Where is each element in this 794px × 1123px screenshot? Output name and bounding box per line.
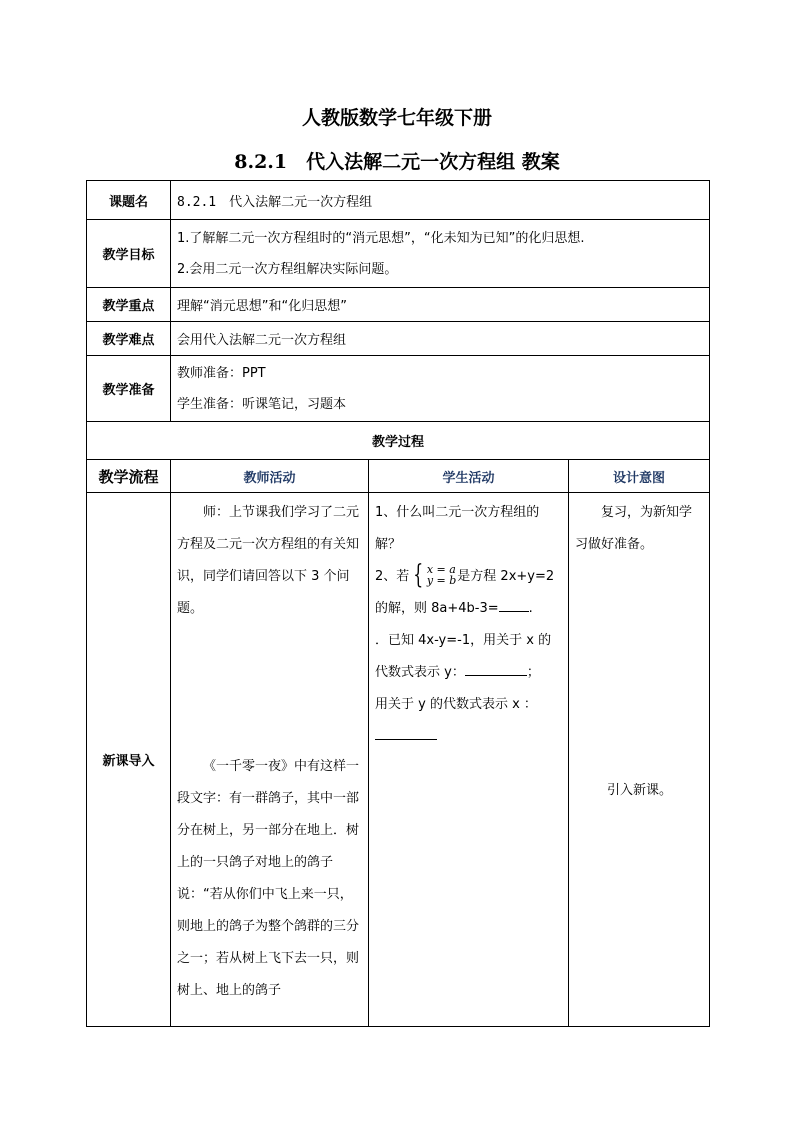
q2-end: . bbox=[528, 601, 533, 616]
document-subtitle: 8.2.1 代入法解二元一次方程组 教案 bbox=[234, 151, 560, 173]
prep-item-student: 学生准备：听课笔记，习题本 bbox=[177, 396, 347, 412]
student-question-3 bbox=[375, 625, 562, 753]
row-prep bbox=[87, 356, 710, 422]
process-title: 教学过程 bbox=[87, 422, 710, 460]
row-difficulty bbox=[87, 322, 710, 356]
goal-label: 教学目标 bbox=[87, 220, 171, 288]
document-title: 人教版数学七年级下册 bbox=[301, 107, 492, 129]
equation-system: { x = a y = b bbox=[413, 559, 457, 590]
key-value: 理解“消元思想”和“化归思想” bbox=[171, 288, 710, 322]
q3-answer-blank-y[interactable] bbox=[465, 675, 527, 676]
key-label: 教学重点 bbox=[87, 288, 171, 322]
topic-label: 课题名 bbox=[87, 181, 171, 220]
row-key bbox=[87, 288, 710, 322]
design-intent-cell bbox=[569, 493, 710, 1027]
row-goals bbox=[87, 220, 710, 288]
teacher-activity-cell bbox=[171, 493, 369, 1027]
row-topic bbox=[87, 181, 710, 220]
row-new-lesson bbox=[87, 493, 710, 1027]
q3-line-1: ．已知 4x-y=-1，用关于 x 的代数式表示 y： bbox=[375, 633, 552, 680]
topic-value: 8.2.1 代入法解二元一次方程组 bbox=[171, 181, 710, 220]
header-flow: 教学流程 bbox=[87, 460, 171, 493]
equation-bottom: y = b bbox=[426, 573, 457, 587]
difficulty-label: 教学难点 bbox=[87, 322, 171, 356]
student-activity-block bbox=[369, 493, 568, 753]
q3-separator: ； bbox=[526, 665, 540, 680]
row-process-title bbox=[87, 422, 710, 460]
goal-value bbox=[171, 220, 710, 288]
prep-item-teacher: 教师准备：PPT bbox=[177, 365, 266, 381]
goal-item-1: 1.了解解二元一次方程组时的“消元思想”，“化未知为已知”的化归思想. bbox=[177, 230, 585, 246]
design-intent-1: 复习，为新知学习做好准备。 bbox=[575, 505, 693, 552]
q2-prefix: 2、若 bbox=[375, 569, 410, 584]
q2-suffix: 是方程 2x+y=2 的解，则 8a+4b-3= bbox=[375, 569, 555, 616]
header-student: 学生活动 bbox=[369, 460, 569, 493]
prep-label: 教学准备 bbox=[87, 356, 171, 422]
teacher-activity-block-1: 师：上节课我们学习了二元方程及二元一次方程组的有关知识，同学们请回答以下 3 个问题。 bbox=[177, 505, 360, 616]
goal-item-2: 2.会用二元一次方程组解决实际问题。 bbox=[177, 261, 398, 277]
q2-answer-blank[interactable] bbox=[499, 611, 529, 612]
difficulty-value: 会用代入法解二元一次方程组 bbox=[171, 322, 710, 356]
student-question-2 bbox=[375, 561, 562, 625]
row-process-headers bbox=[87, 460, 710, 493]
header-teacher: 教师活动 bbox=[171, 460, 369, 493]
section-label: 新课导入 bbox=[87, 493, 171, 1027]
student-activity-cell bbox=[369, 493, 569, 1027]
header-design: 设计意图 bbox=[569, 460, 710, 493]
q3-answer-blank-x[interactable] bbox=[375, 739, 437, 740]
q3-line-2: 用关于 y 的代数式表示 x ： bbox=[375, 697, 537, 712]
prep-value bbox=[171, 356, 710, 422]
lesson-plan-table bbox=[86, 180, 710, 1027]
design-intent-2: 引入新课。 bbox=[606, 783, 672, 798]
teacher-activity-block-2: 《一千零一夜》中有这样一段文字：有一群鸽子，其中一部分在树上，另一部分在地上．树上的一只鸽子对地上的鸽子说：“若从你们中飞上来一只，则地上的鸽子为整个鸽群的三分之一；若从树上飞下去一只，则树上、地上的鸽子 bbox=[177, 759, 360, 998]
equation-top: x = a bbox=[426, 562, 456, 576]
student-question-1: 1、什么叫二元一次方程组的解？ bbox=[375, 505, 540, 552]
